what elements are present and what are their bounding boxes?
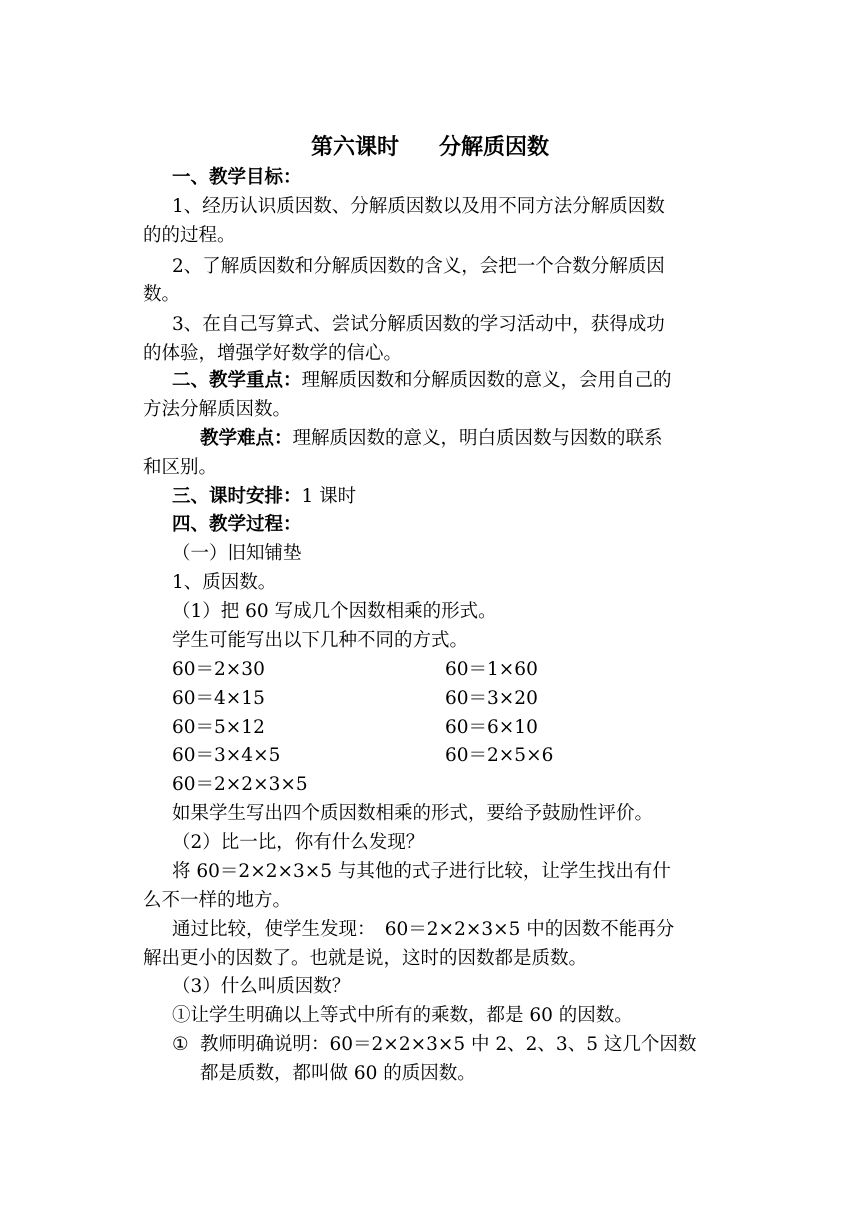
- goal-3-line1: 3、在自己写算式、尝试分解质因数的学习活动中，获得成功: [172, 314, 665, 335]
- schedule: [172, 483, 356, 511]
- equation: 60＝6×10: [445, 717, 538, 738]
- equation: 60＝2×5×6: [445, 745, 554, 766]
- equation: 60＝3×4×5: [172, 745, 281, 766]
- difficulty-label: 教学难点：: [200, 428, 293, 449]
- key-points-line2: 方法分解质因数。: [143, 399, 292, 420]
- section-heading-key-points: 二、教学重点：: [172, 370, 302, 391]
- clarify-1: ①让学生明确以上等式中所有的乘数，都是 60 的因数。: [172, 1005, 633, 1026]
- question-2: （2）比一比，你有什么发现？: [172, 832, 425, 853]
- goal-1-line1: 1、经历认识质因数、分解质因数以及用不同方法分解质因数: [172, 196, 665, 217]
- goal-2-line2: 数。: [143, 284, 181, 305]
- difficulty-line2: 和区别。: [143, 457, 218, 478]
- discover-line2: 解出更小的因数了。也就是说，这时的因数都是质数。: [143, 948, 588, 969]
- schedule-text: 1 课时: [301, 486, 357, 507]
- difficulty-text: 理解质因数的意义，明白质因数与因数的联系: [292, 428, 663, 449]
- section-heading-goals: 一、教学目标：: [172, 167, 302, 188]
- key-points: [172, 367, 672, 395]
- equation: 60＝3×20: [445, 688, 538, 709]
- item-prime-factor: 1、质因数。: [172, 572, 277, 593]
- equation: 60＝5×12: [172, 717, 265, 738]
- goal-3-line2: 的体验，增强学好数学的信心。: [143, 343, 403, 364]
- question-1: （1）把 60 写成几个因数相乘的形式。: [172, 601, 497, 622]
- equation: 60＝1×60: [445, 659, 538, 680]
- equation: 60＝2×30: [172, 659, 265, 680]
- equation: 60＝2×2×3×5: [172, 774, 308, 795]
- subsection-review: （一）旧知铺垫: [172, 543, 302, 564]
- compare-line1: 将 60＝2×2×3×5 与其他的式子进行比较，让学生找出有什: [172, 861, 671, 882]
- key-points-text: 理解质因数和分解质因数的意义，会用自己的: [301, 370, 672, 391]
- title-topic: 分解质因数: [439, 135, 550, 160]
- section-heading-process: 四、教学过程：: [172, 514, 302, 535]
- clarify-2-marker: ①: [172, 1034, 189, 1055]
- section-heading-schedule: 三、课时安排：: [172, 486, 302, 507]
- compare-line2: 么不一样的地方。: [143, 890, 292, 911]
- clarify-2-line2: 都是质数，都叫做 60 的质因数。: [200, 1063, 476, 1084]
- question-3: （3）什么叫质因数？: [172, 976, 351, 997]
- discover-line1: 通过比较，使学生发现： 60＝2×2×3×5 中的因数不能再分: [172, 919, 675, 940]
- title-lesson-number: 第六课时: [310, 135, 399, 160]
- encourage-note: 如果学生写出四个质因数相乘的形式，要给予鼓励性评价。: [172, 803, 654, 824]
- difficulty: [200, 425, 663, 453]
- goal-1-line2: 的的过程。: [143, 225, 236, 246]
- students-may-write: 学生可能写出以下几种不同的方式。: [172, 630, 469, 651]
- clarify-2-line1: 教师明确说明：60＝2×2×3×5 中 2、2、3、5 这几个因数: [200, 1034, 697, 1055]
- equation: 60＝4×15: [172, 688, 265, 709]
- lesson-title: [0, 133, 860, 163]
- goal-2-line1: 2、了解质因数和分解质因数的含义，会把一个合数分解质因: [172, 256, 665, 277]
